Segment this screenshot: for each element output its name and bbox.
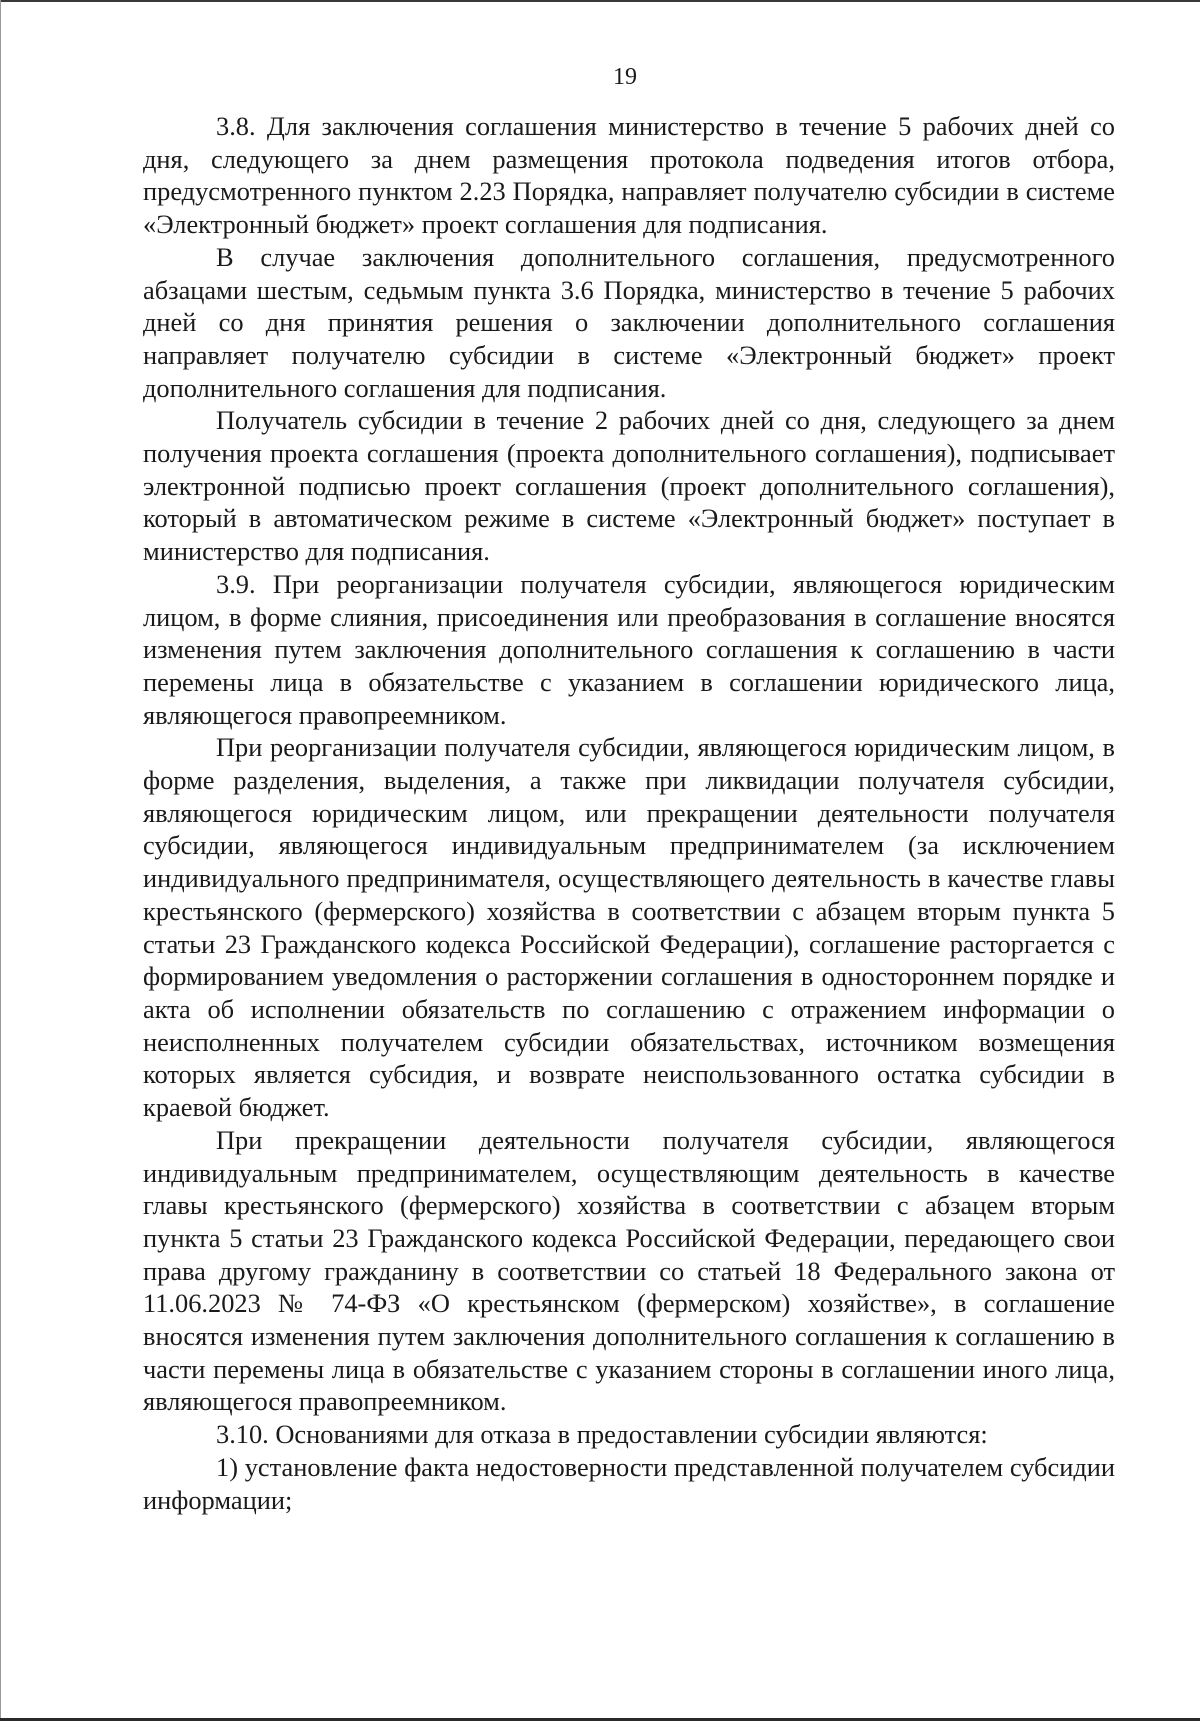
paragraph-recipient-signing: Получатель субсидии в течение 2 рабочих дней со дня, следующего за днем получения проекта соглашения (проекта дополнительного соглашения), подписывает электронной подписью проект соглашения (проект дополнительного соглашения), который в автоматическом режиме в системе «Электронный бюджет» поступает в министерство для подписания. [143,405,1115,567]
paragraph-3-10: 3.10. Основаниями для отказа в предоставлении субсидии являются: [216,1419,988,1450]
paragraph-refusal-item-1: 1) установление факта недостоверности представленной получателем субсидии информации; [143,1451,1115,1515]
scan-left-edge [0,0,1,1721]
page-number: 19 [613,64,637,90]
paragraph-3-8: 3.8. Для заключения соглашения министерство в течение 5 рабочих дней со дня, следующего за днем размещения протокола подведения итогов отбора, предусмотренного пунктом 2.23 Порядка, направляет получателю субсидии в системе «Электронный бюджет» проект соглашения для подписания. [143,111,1115,240]
paragraph-additional-agreement: В случае заключения дополнительного соглашения, предусмотренного абзацами шестым, седьмым пункта 3.6 Порядка, министерство в течение 5 рабочих дней со дня принятия решения о заключении дополнительного соглашения направляет получателю субсидии в системе «Электронный бюджет» проект дополнительного соглашения для подписания. [143,241,1115,403]
paragraph-reorganization-termination: При реорганизации получателя субсидии, являющегося юридическим лицом, в форме разделения, выделения, а также при ликвидации получателя субсидии, являющегося юридическим лицом, или прекращении деятельности получателя субсидии, являющегося индивидуальным предпринимателем (за исключением индивидуального предпринимателя, осуществляющего деятельность в качестве главы крестьянского (фермерского) хозяйства в соответствии с абзацем вторым пункта 5 статьи 23 Гражданского кодекса Российской Федерации), соглашение расторгается с формированием уведомления о расторжении соглашения в одностороннем порядке и акта об исполнении обязательств по соглашению с отражением информации о неисполненных получателем субсидии обязательствах, источником возмещения которых является субсидия, и возврате неиспользованного остатка субсидии в краевой бюджет. [143,732,1115,1123]
scan-top-edge [0,0,1200,2]
document-body [143,110,1115,1516]
paragraph-3-9: 3.9. При реорганизации получателя субсидии, являющегося юридическим лицом, в форме слияния, присоединения или преобразования в соглашение вносятся изменения путем заключения дополнительного соглашения к соглашению в части перемены лица в обязательстве с указанием в соглашении юридического лица, являющегося правопреемником. [143,568,1115,730]
paragraph-farm-head-transfer: При прекращении деятельности получателя субсидии, являющегося индивидуальным предпринимателем, осуществляющим деятельность в качестве главы крестьянского (фермерского) хозяйства в соответствии с абзацем вторым пункта 5 статьи 23 Гражданского кодекса Российской Федерации, передающего свои права другому гражданину в соответствии со статьей 18 Федерального закона от 11.06.2023 № 74-ФЗ «О крестьянском (фермерском) хозяйстве», в соглашение вносятся изменения путем заключения дополнительного соглашения к соглашению в части перемены лица в обязательстве с указанием стороны в соглашении иного лица, являющегося правопреемником. [143,1124,1115,1417]
